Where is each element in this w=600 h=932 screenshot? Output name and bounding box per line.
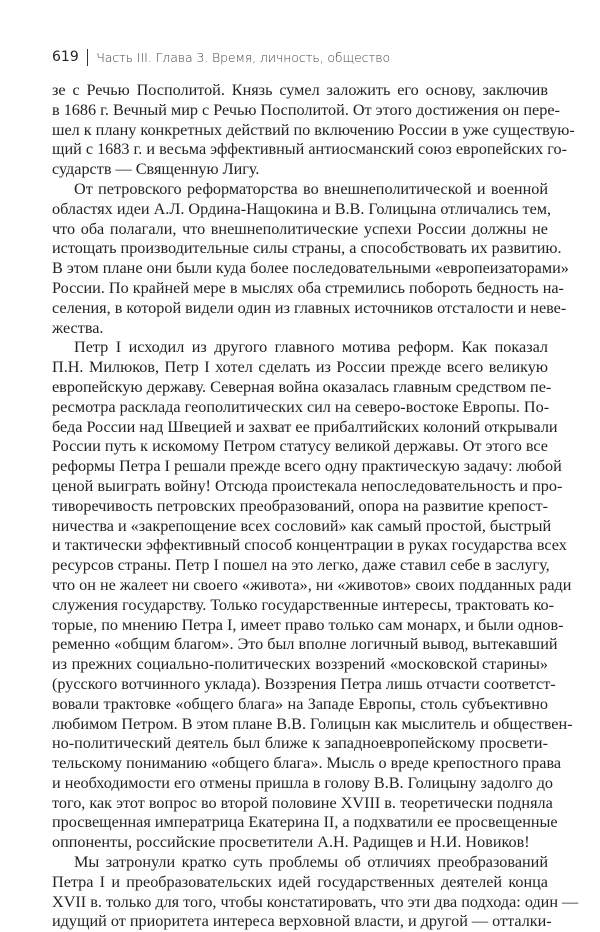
- text-line: ценой выиграть войну! Отсюда проистекала непоследовательность и про-: [52, 476, 563, 495]
- body-text: [52, 81, 579, 932]
- text-line: ременно «общим благом». Это был вполне логичный вывод, вытекавший: [52, 635, 558, 654]
- running-title: Часть III. Глава 3. Время, личность, общество: [96, 49, 390, 65]
- text-line: торые, по мнению Петра I, имеет право только сам монарх, и были однов-: [52, 615, 564, 634]
- header-divider: [87, 49, 89, 66]
- text-line: ничества и «закрепощение всех сословий» как самый простой, быстрый: [52, 516, 552, 535]
- page-header: [52, 47, 390, 67]
- page-number: 619: [52, 49, 79, 65]
- text-line: областях идеи А.Л. Ордина-Нащокина и В.В. Голицына отличались тем,: [52, 199, 552, 218]
- text-line: оппоненты, российские просветители А.Н. Радищев и Н.И. Новиков!: [52, 833, 530, 852]
- text-line: служения государству. Только государственные интересы, трактовать ко-: [52, 595, 555, 614]
- text-line: зе с Речью Посполитой. Князь сумел заложить его основу, заключив: [52, 81, 548, 99]
- text-line: беда России над Швецией и захват ее прибалтийских колоний открывали: [52, 417, 558, 436]
- text-line: тиворечивость петровских преобразований, опора на развитие крепост-: [52, 496, 548, 515]
- paragraph: [52, 81, 575, 180]
- text-line: вовали трактовке «общего блага» на Западе Европы, столь субъективно: [52, 694, 548, 713]
- paragraph: [52, 338, 573, 853]
- text-line: и необходимости его отмены пришла в голову В.В. Голицыну задолго до: [52, 773, 554, 792]
- text-line: того, как этот вопрос во второй половине XVIII в. теоретически подняла: [52, 793, 553, 812]
- text-line: любимом Петром. В этом плане В.В. Голицын как мыслитель и обществен-: [52, 714, 573, 733]
- text-line: в 1686 г. Вечный мир с Речью Посполитой. От этого достижения он пере-: [52, 100, 560, 119]
- text-line: из прежних социально-политических воззрений «московской старины»: [52, 655, 548, 674]
- text-line: но-политический деятель был ближе к западноевропейскому просвети-: [52, 734, 548, 753]
- text-line: От петровского реформаторства во внешнеполитической и военной: [74, 179, 548, 198]
- text-line: Петра I и преобразовательских идей государственных деятелей конца: [52, 872, 548, 891]
- text-line: реформы Петра I решали прежде всего одну практическую задачу: любой: [52, 457, 562, 476]
- text-line: сударств — Священную Лигу.: [52, 160, 260, 179]
- text-line: России. По крайней мере в мыслях оба стремились побороть бедность на-: [52, 278, 564, 297]
- text-line: идущий от приоритета интереса верховной власти, и другой — отталки-: [52, 912, 552, 931]
- text-line: XVII в. только для того, чтобы констатировать, что эти два подхода: один —: [52, 892, 579, 911]
- text-line: Петр I исходил из другого главного мотива реформ. Как показал: [74, 338, 548, 357]
- text-line: Мы затронули кратко суть проблемы об отличиях преобразований: [74, 853, 548, 872]
- paragraph: [52, 853, 579, 932]
- text-line: ресурсов страны. Петр I пошел на это легко, даже ставил себе в заслугу,: [52, 556, 550, 575]
- text-line: В этом плане они были куда более последовательными «европеизаторами»: [52, 259, 569, 278]
- text-line: тельскому пониманию «общего блага». Мысль о вреде крепостного права: [52, 754, 562, 773]
- text-line: просвещенная императрица Екатерина II, а подхватили ее просвещенные: [52, 813, 558, 832]
- text-line: и тактически эффективный способ концентрации в руках государства всех: [52, 536, 567, 555]
- text-line: что он не жалеет ни своего «живота», ни «животов» своих подданных ради: [52, 575, 572, 594]
- text-line: селения, в которой видели один из главных источников отсталости и неве-: [52, 298, 567, 317]
- text-line: П.Н. Милюков, Петр I хотел сделать из России прежде всего великую: [52, 358, 548, 377]
- text-line: (русского вотчинного уклада). Воззрения Петра лишь отчасти соответст-: [52, 674, 556, 693]
- text-line: ресмотра расклада геополитических сил на северо-востоке Европы. По-: [52, 397, 550, 416]
- text-line: истощать производительные силы страны, а способствовать их развитию.: [52, 239, 562, 258]
- paragraph: [52, 179, 569, 338]
- text-line: что оба полагали, что внешнеполитические успехи России должны не: [52, 219, 548, 238]
- text-line: щий с 1683 г. и весьма эффективный антиосманский союз европейских го-: [52, 140, 567, 159]
- text-line: европейскую державу. Северная война оказалась главным средством пе-: [52, 377, 552, 396]
- text-line: шел к плану конкретных действий по включению России в уже существую-: [52, 120, 575, 139]
- text-line: России путь к искомому Петром статусу великой державы. От этого все: [52, 437, 548, 456]
- text-line: жества.: [52, 318, 104, 337]
